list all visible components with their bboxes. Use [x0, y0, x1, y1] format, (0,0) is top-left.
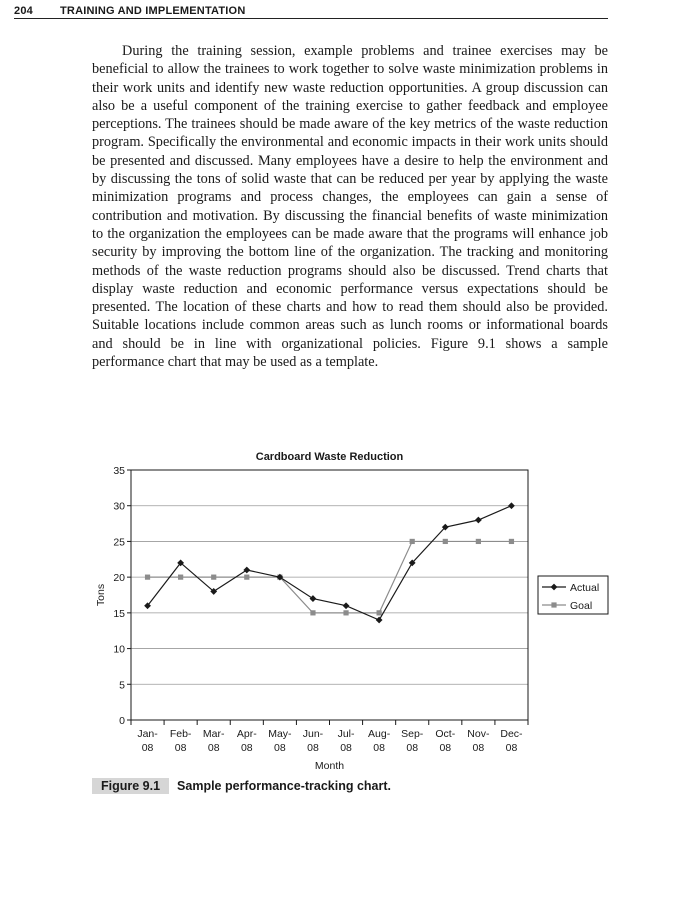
- legend-marker-goal: [551, 602, 556, 607]
- data-point-goal: [211, 575, 216, 580]
- chart-title: Cardboard Waste Reduction: [255, 451, 404, 463]
- x-tick-label-year: 08: [240, 742, 253, 754]
- x-tick-label-year: 08: [274, 742, 286, 754]
- data-point-goal: [509, 539, 514, 544]
- x-tick-label-year: 08: [439, 742, 452, 754]
- x-tick-label: Feb-: [169, 728, 192, 740]
- plot-frame: [131, 470, 528, 720]
- y-tick-label: 0: [119, 715, 125, 727]
- data-point-goal: [310, 610, 315, 615]
- data-point-goal: [145, 575, 150, 580]
- data-point-actual: [310, 595, 317, 602]
- x-tick-label-year: 08: [505, 742, 518, 754]
- x-tick-label: Aug-: [368, 728, 391, 740]
- y-tick-label: 15: [113, 607, 125, 620]
- series-line-actual: [148, 506, 512, 620]
- y-tick-label: 35: [113, 465, 125, 477]
- x-axis-label: Month: [314, 760, 345, 772]
- running-title: TRAINING AND IMPLEMENTATION: [60, 5, 246, 17]
- data-point-goal: [178, 575, 183, 580]
- x-tick-label-year: 08: [207, 742, 220, 754]
- figure-label: Figure 9.1: [92, 778, 169, 794]
- x-tick-label-year: 08: [174, 742, 187, 754]
- x-tick-label: Jun-: [302, 728, 324, 740]
- x-tick-label: Apr-: [236, 728, 257, 740]
- x-tick-label: Dec-: [500, 728, 523, 740]
- x-tick-label: Oct-: [435, 728, 456, 740]
- x-tick-label: May-: [268, 728, 292, 740]
- y-tick-label: 20: [113, 572, 125, 585]
- data-point-goal: [244, 575, 249, 580]
- data-point-goal: [377, 610, 382, 615]
- x-tick-label: Nov-: [467, 728, 490, 740]
- y-tick-label: 5: [119, 679, 125, 692]
- legend-label-actual: Actual: [570, 582, 600, 594]
- figure-caption: [92, 778, 391, 794]
- data-point-goal: [476, 539, 481, 544]
- data-point-actual: [376, 617, 383, 624]
- x-tick-label-year: 08: [406, 742, 419, 754]
- x-tick-label: Jan-: [137, 728, 158, 740]
- y-tick-label: 25: [113, 536, 125, 549]
- x-tick-label-year: 08: [472, 742, 485, 754]
- x-tick-label-year: 08: [307, 742, 319, 754]
- data-point-actual: [243, 567, 250, 574]
- y-tick-label: 10: [113, 643, 125, 656]
- x-tick-label-year: 08: [373, 742, 385, 754]
- legend-label-goal: Goal: [570, 600, 593, 612]
- data-point-goal: [443, 539, 448, 544]
- data-point-actual: [508, 502, 515, 509]
- y-tick-label: 30: [113, 500, 125, 513]
- x-tick-label-year: 08: [141, 742, 154, 754]
- x-tick-label: Sep-: [401, 728, 424, 740]
- data-point-actual: [475, 517, 482, 524]
- page-number: 204: [14, 5, 33, 17]
- data-point-goal: [343, 610, 348, 615]
- body-paragraph: During the training session, example problems and trainee exercises may be beneficial to allow the trainees to work together to solve waste minimization problems in their work units and identify new waste reduction opportunities. A group discussion can also be a useful component of the training exercise to gather feedback and employee perceptions. The trainees should be made aware of the key metrics of the waste reduction program. Specifically the environmental and economic impacts in their work units should be presented and discussed. Many employees have a desire to help the environment and by discussing the tons of solid waste that can be reduced per year by applying the waste minimization programs and process changes, the employees can gain a sense of contribution and motivation. By discussing the financial benefits of waste minimization to the organization the employees can be made aware that the programs will enhance job security by improving the bottom line of the organization. The tracking and monitoring methods of the waste reduction programs should also be discussed. Trend charts that display waste reduction and economic performance versus expectations should be presented. The location of these charts and how to read them should also be provided. Suitable locations include common areas such as lunch rooms or informational boards and should be in line with organizational policies. Figure 9.1 shows a sample performance chart that may be used as a template.: [92, 43, 608, 371]
- data-point-goal: [410, 539, 415, 544]
- figure-caption-text: Sample performance-tracking chart.: [177, 779, 392, 793]
- data-point-actual: [343, 602, 350, 609]
- y-axis-label: Tons: [95, 583, 107, 607]
- x-tick-label: Mar-: [202, 728, 225, 740]
- x-tick-label: Jul-: [337, 728, 355, 740]
- x-tick-label-year: 08: [340, 742, 352, 754]
